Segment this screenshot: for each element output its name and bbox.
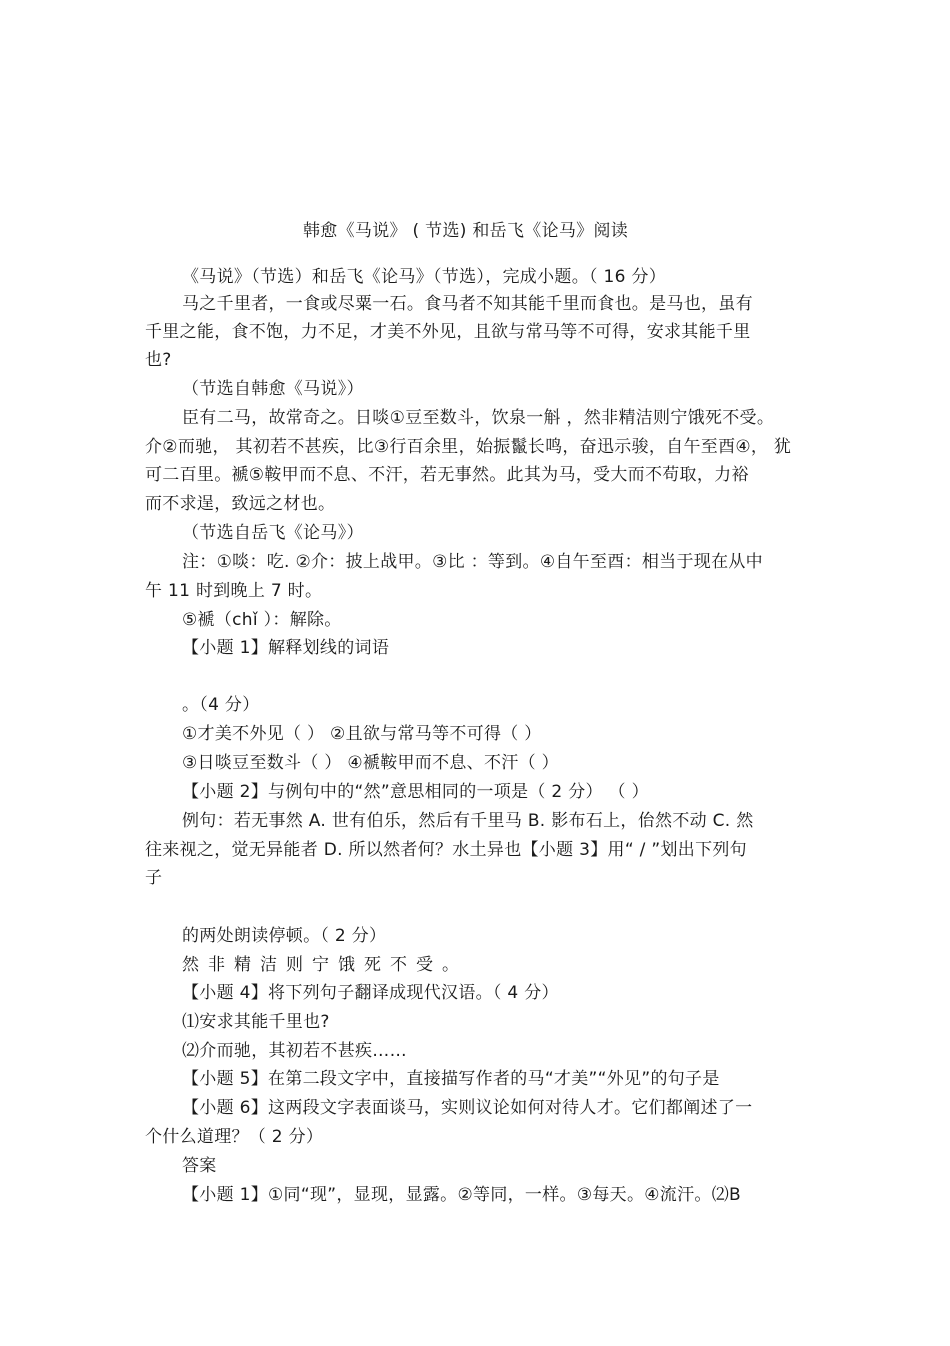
text-line-29: 个什么道理？（ 2 分） bbox=[145, 1127, 324, 1147]
text-line-19: 例句：若无事然 A. 世有伯乐，然后有千里马 B. 影布石上，佁然不动 C. 然 bbox=[182, 811, 754, 831]
text-line-18: 【小题 2】与例句中的“然”意思相同的一项是（ 2 分） （ ） bbox=[182, 782, 649, 802]
text-line-06: 臣有二马，故常奇之。日啖①豆至数斗，饮泉一斛 ，然非精洁则宁饿死不受。 bbox=[182, 408, 775, 428]
text-line-21: 子 bbox=[145, 868, 163, 888]
text-line-16: ①才美不外见（ ） ②且欲与常马等不可得（ ） bbox=[182, 724, 542, 744]
text-line-02: 马之千里者，一食或尽粟一石。食马者不知其能千里而食也。是马也，虽有 bbox=[182, 294, 753, 314]
text-line-22: 的两处朗读停顿。（ 2 分） bbox=[182, 926, 387, 946]
text-line-03: 千里之能，食不饱，力不足，才美不外见，且欲与常马等不可得，安求其能千里 bbox=[145, 322, 751, 342]
text-line-17: ③日啖豆至数斗（ ） ④褫鞍甲而不息、不汗（ ） bbox=[182, 753, 559, 773]
text-line-25: ⑴安求其能千里也? bbox=[182, 1012, 330, 1032]
text-line-15: 。（4 分） bbox=[182, 695, 260, 715]
text-line-04: 也? bbox=[145, 350, 172, 370]
text-line-14: 【小题 1】解释划线的词语 bbox=[182, 638, 390, 658]
text-line-07: 介②而驰， 其初若不甚疾，比③行百余里，始振鬣长鸣，奋迅示骏，自午至酉④， 犹 bbox=[145, 437, 792, 457]
text-line-26: ⑵介而驰，其初若不甚疾…… bbox=[182, 1041, 407, 1061]
text-line-12: 午 11 时到晚上 7 时。 bbox=[145, 581, 323, 601]
text-line-31: 【小题 1】①同“现”，显现，显露。②等同，一样。③每天。④流汗。⑵B bbox=[182, 1185, 741, 1205]
text-line-09: 而不求逞，致远之材也。 bbox=[145, 494, 336, 514]
text-line-05: （节选自韩愈《马说》） bbox=[182, 379, 364, 399]
text-line-08: 可二百里。褫⑤鞍甲而不息、不汗，若无事然。此其为马，受大而不苟取，力裕 bbox=[145, 465, 749, 485]
text-line-10: （节选自岳飞《论马》） bbox=[182, 523, 364, 543]
text-line-24: 【小题 4】将下列句子翻译成现代汉语。（ 4 分） bbox=[182, 983, 559, 1003]
document-title: 韩愈《马说》 ( 节选) 和岳飞《论马》阅读 bbox=[303, 221, 629, 241]
text-line-20: 往来视之，觉无异能者 D. 所以然者何？水土异也【小题 3】用“ / ”划出下列句 bbox=[145, 840, 747, 860]
text-line-13: ⑤褫（chǐ ）：解除。 bbox=[182, 610, 342, 630]
text-line-28: 【小题 6】这两段文字表面谈马，实则议论如何对待人才。它们都阐述了一 bbox=[182, 1098, 753, 1118]
text-line-27: 【小题 5】在第二段文字中，直接描写作者的马“才美”“外见”的句子是 bbox=[182, 1069, 720, 1089]
text-line-23: 然非精洁则宁饿死不受。 bbox=[182, 955, 468, 975]
text-line-30: 答案 bbox=[182, 1156, 217, 1176]
text-line-01: 《马说》（节选）和岳飞《论马》（节选），完成小题。（ 16 分） bbox=[182, 267, 667, 287]
text-line-11: 注：①啖：吃. ②介：披上战甲。③比 ：等到。④自午至酉：相当于现在从中 bbox=[182, 552, 763, 572]
